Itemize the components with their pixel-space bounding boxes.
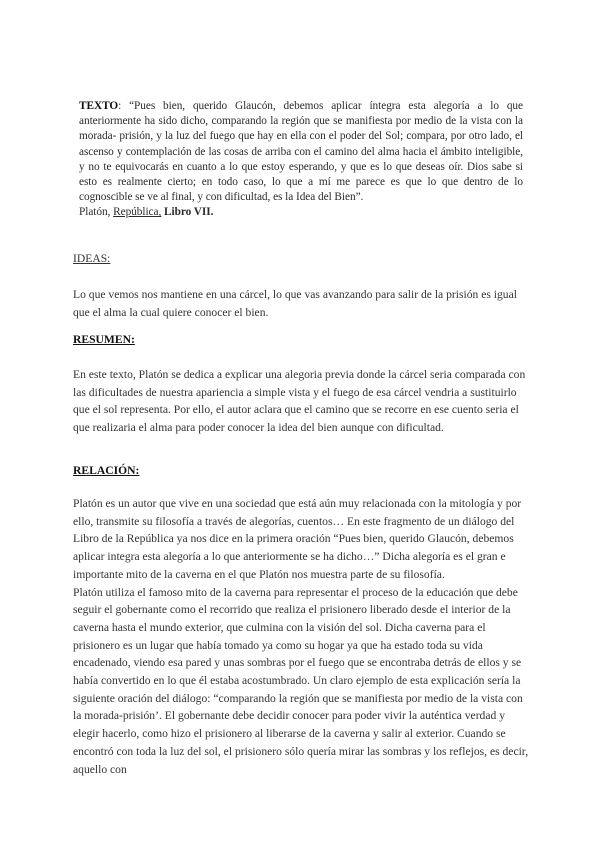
- resumen-heading: RESUMEN:: [73, 333, 135, 346]
- relacion-paragraph-2: Platón utiliza el famoso mito de la caverna para representar el proceso de la educación que debe seguir el gobernante como el recorrido que realiza el prisionero liberado desde el interior de la caverna hasta el mundo exterior, que culmina con la visión del sol. Dicha caverna para el prisionero es un lugar que había tomado ya como su hogar ya que ha estado toda su vida encadenado, viendo esa pared y unas sombras por el fuego que se encontraba detrás de ellos y se había convertido en lo que él estaba acostumbrado. Un claro ejemplo de esta explicación sería la siguiente oración del diálogo: “comparando la región que se manifiesta por medio de la vista con la morada-prisión’. El gobernante debe decidir conocer para poder vivir la auténtica verdad y elegir hacerlo, como hizo el prisionero al liberarse de la caverna y salir al exterior. Cuando se encontró con toda la luz del sol, el prisionero sólo quería mirar las sombras y los reflejos, es decir, aquello con: [73, 585, 529, 776]
- ideas-body: [73, 286, 533, 321]
- relacion-paragraph-1: Platón es un autor que vive en una sociedad que está aún muy relacionada con la mitología y por ello, transmite su filosofía a través de alegorías, cuentos… En este fragmento de un diálogo del Libro de la República ya nos dice en la primera oración “Pues bien, querido Glaucón, debemos aplicar integra esta alegoría a lo que anteriormente se ha dicho…” Dicha alegoría es el gran e importante mito de la caverna en el que Platón nos muestra parte de su filosofía.: [73, 497, 522, 581]
- ideas-section: [73, 250, 533, 268]
- relacion-section: [73, 462, 533, 480]
- quote-paragraph: [79, 99, 523, 205]
- resumen-body: [73, 366, 533, 437]
- quote-book: Libro VII.: [164, 206, 214, 219]
- ideas-heading: IDEAS:: [73, 252, 111, 265]
- relacion-heading: RELACIÓN:: [73, 464, 140, 477]
- quote-author: Platón,: [79, 206, 111, 219]
- resumen-section: [73, 331, 533, 349]
- quote-block: [79, 99, 523, 221]
- resumen-text: En este texto, Platón se dedica a explicar una alegoria previa donde la cárcel seria comparada con las dificultades de nuestra apariencia a simple vista y el fuego de esa cárcel vendria a sustituirlo que el sol representa. Por ello, el autor aclara que el camino que se recorre en ese cuento seria el que realizaria el alma para poder conocer la idea del bien aunque con dificultad.: [73, 368, 526, 435]
- quote-label: TEXTO: [79, 100, 119, 112]
- quote-text: : “Pues bien, querido Glaucón, debemos aplicar íntegra esta alegoría a lo que anteriormente ha sido dicho, comparando la región que se manifiesta por medio de la vista con la morada- prisión, y la luz del fuego que hay en ella con el poder del Sol; compara, por otro lado, el ascenso y contemplación de las cosas de arriba con el camino del alma hacia el ámbito inteligible, y no te equivocarás en cuanto a lo que estoy esperando, y que es lo que deseas oír. Dios sabe si esto es realmente cierto; en todo caso, lo que a mí me parece es que lo que dentro de lo cognoscible se ve al final, y con dificultad, es la Idea del Bien”.: [79, 100, 523, 204]
- relacion-body: [73, 495, 533, 778]
- quote-work: República,: [113, 206, 162, 219]
- ideas-text: Lo que vemos nos mantiene en una cárcel, lo que vas avanzando para salir de la prisión es igual que el alma la cual quiere conocer el bien.: [73, 288, 517, 319]
- quote-reference: [79, 205, 523, 220]
